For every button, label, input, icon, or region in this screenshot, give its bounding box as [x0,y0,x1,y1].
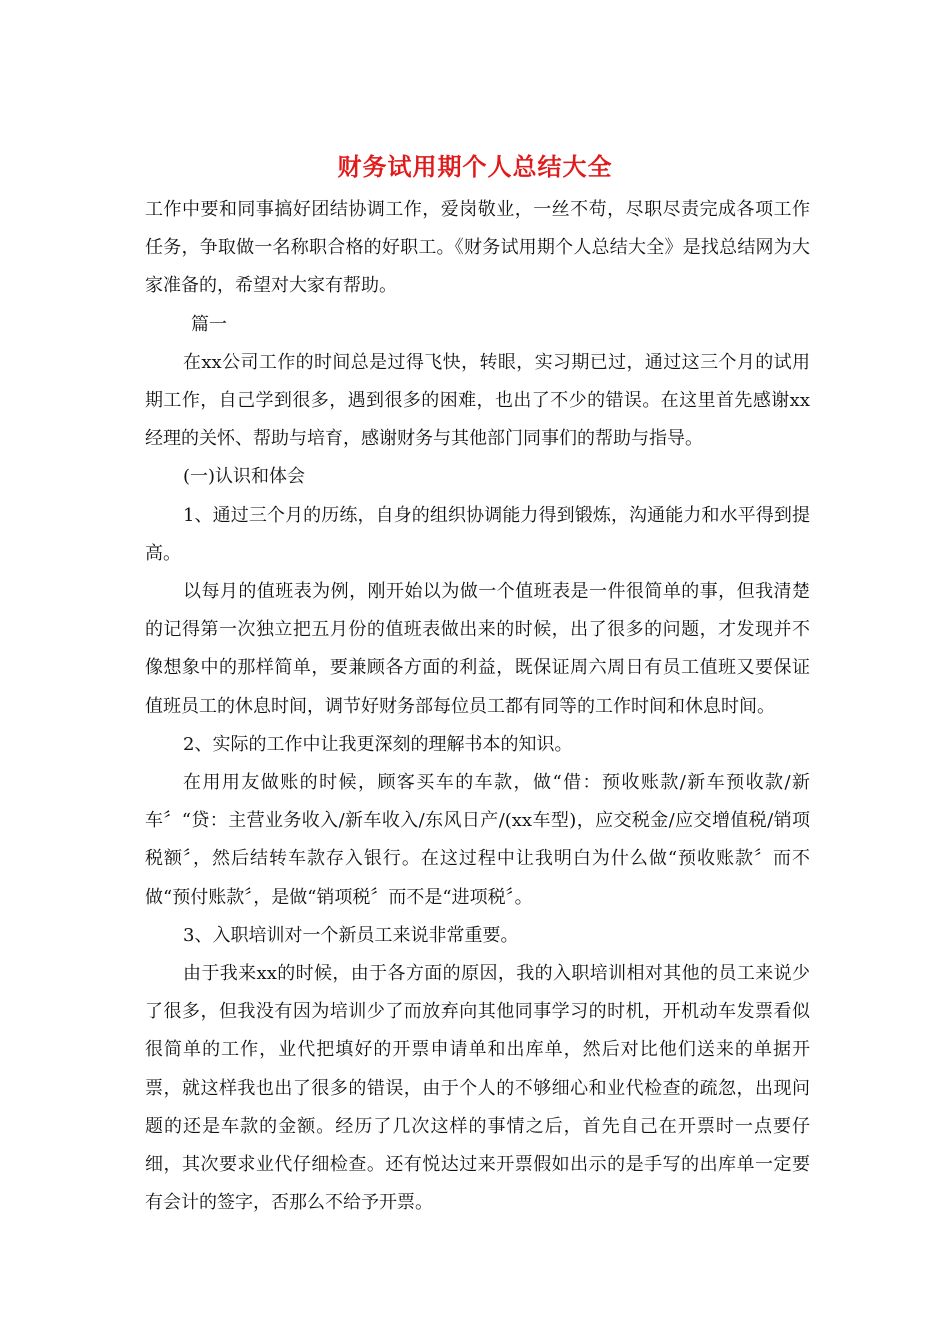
point-3-detail: 由于我来xx的时候，由于各方面的原因，我的入职培训相对其他的员工来说少了很多，但我没有因为培训少了而放弃向其他同事学习的时机，开机动车发票看似很简单的工作，业代把填好的开票申请单和出库单，然后对比他们送来的单据开票，就这样我也出了很多的错误，由于个人的不够细心和业代检查的疏忽，出现问题的还是车款的金额。经历了几次这样的事情之后，首先自己在开票时一点要仔细，其次要求业代仔细检查。还有悦达过来开票假如出示的是手写的出库单一定要有会计的签字，否那么不给予开票。 [145,963,810,1214]
section-heading-pian-yi: 篇一 [191,313,227,335]
point-1-detail: 以每月的值班表为例，刚开始以为做一个值班表是一件很简单的事，但我清楚的记得第一次独立把五月份的值班表做出来的时候，出了很多的问题，才发现并不像想象中的那样简单，要兼顾各方面的利益，既保证周六周日有员工值班又要保证值班员工的休息时间，调节好财务部每位员工都有同等的工作时间和休息时间。 [145,581,810,717]
point-1: 1、通过三个月的历练，自身的组织协调能力得到锻炼，沟通能力和水平得到提高。 [145,504,810,564]
subheading-understanding: (一)认识和体会 [183,466,306,488]
intro-paragraph: 工作中要和同事搞好团结协调工作，爱岗敬业，一丝不苟，尽职尽责完成各项工作任务，争取做一名称职合格的好职工。《财务试用期个人总结大全》是找总结网为大家准备的，希望对大家有帮助。 [145,199,810,297]
point-2: 2、实际的工作中让我更深刻的理解书本的知识。 [183,733,573,755]
point-3: 3、入职培训对一个新员工来说非常重要。 [183,924,519,946]
document-title: 财务试用期个人总结大全 [337,152,613,181]
point-2-detail: 在用用友做账的时候，顾客买车的车款，做“借：预收账款/新车预收款/新车〞“贷：主营业务收入/新车收入/东风日产/(xx车型)，应交税金/应交增值税/销项税额〞，然后结转车款存入银行。在这过程中让我明白为什么做“预收账款〞而不做“预付账款〞，是做“销项税〞而不是“进项税〞。 [145,772,810,908]
document-body [145,191,810,1222]
paragraph-opening: 在xx公司工作的时间总是过得飞快，转眼，实习期已过，通过这三个月的试用期工作，自己学到很多，遇到很多的困难，也出了不少的错误。在这里首先感谢xx经理的关怀、帮助与培育，感谢财务与其他部门同事们的帮助与指导。 [145,351,810,450]
